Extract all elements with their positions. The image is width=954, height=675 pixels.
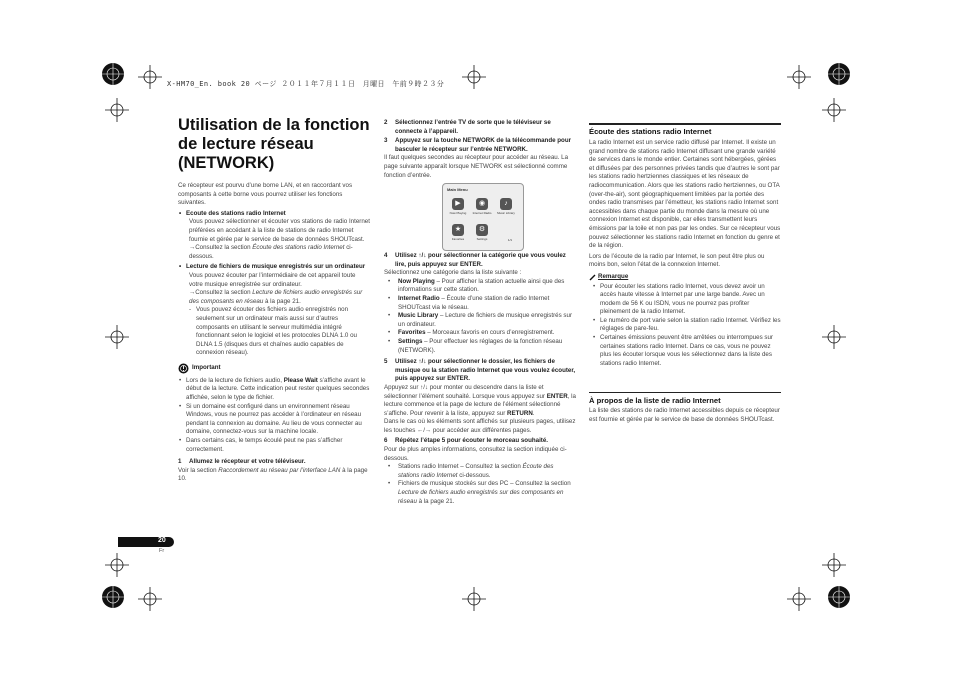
category-item: • Favorites – Morceaux favoris en cours d’enregistrement. (387, 329, 576, 338)
print-header: X-HM70_En. book 20 ページ ２０１１年７月１１日 月曜日 午前９時２３分 (167, 80, 445, 88)
registration-crosshair-icon (138, 65, 162, 89)
step-4-sub: Sélectionnez une catégorie dans la liste suivante : (384, 269, 522, 277)
important-item: • Lors de la lecture de fichiers audio, Please Wait s’affiche avant le début de la lecture. Cette indication peut rester quelques secondes affichée, selon le type de fichier. (178, 377, 370, 403)
registration-crosshair-icon (787, 65, 811, 89)
registration-crosshair-icon (822, 325, 846, 349)
important-icon (178, 363, 189, 374)
registration-crosshair-icon (822, 553, 846, 577)
registration-mark-disc (827, 62, 851, 86)
intro-paragraph: Ce récepteur est pourvu d’une borne LAN, et en raccordant vos composants à cette borne vous pourrez utiliser les fonctions suivantes. (178, 182, 353, 207)
section-rule (589, 392, 781, 393)
remark-item: • Le numéro de port varie selon la station radio Internet. Vérifiez les réglages de pare-feu. (592, 317, 781, 334)
feature-radio-ref: →Consultez la section Écoute des stations radio Internet ci-dessous. (189, 244, 353, 260)
step-5-sub2: Dans le cas où les éléments sont affichés sur plusieurs pages, utilisez les touches ←/→ pour accéder aux différentes pages. (384, 418, 576, 434)
feature-music-text: Vous pouvez écouter par l’intermédiaire de cet appareil toute votre musique enregistrée sur ordinateur. (189, 271, 356, 288)
page-indicator: 1/1 (507, 238, 513, 242)
step-3-sub: Il faut quelques secondes au récepteur pour accéder au réseau. La page suivante apparaît lorsque NETWORK est sélectionné comme fonction d’entrée. (384, 154, 569, 179)
column-right-lower (589, 407, 781, 426)
category-item: • Internet Radio – Écoute d’une station de radio Internet SHOUTcast via le réseau. (387, 295, 576, 312)
page-title: Utilisation de la fonction de lecture réseau (NETWORK) (178, 116, 370, 172)
settings-gear-icon: ⚙ (476, 224, 488, 236)
category-item: • Now Playing – Pour afficher la station actuelle ainsi que des informations sur cette station. (387, 278, 576, 295)
radio-paragraph: La radio Internet est un service radio diffusé par Internet. Il existe un grand nombre de stations radio Internet diffusant une grande variété de services dans le monde entier. Certaines sont hébergées, gérées et diffusées par des personnes privées tandis que d’autres le sont par les stations radio hertziennes classiques et les réseaux de radiocommunication. Alors que les stations radio hertziennes, ou OTA (over-the-air), sont géographiquement limitées par la portée des ondes radio transmises par l’émetteur, les stations radio Internet sont accessibles dans chaque partie du monde dans la mesure où une connexion Internet est disponible, car elles transmettent leurs émissions par la toile et non pas par les ondes. Sur ce récepteur vous pouvez sélectionner les stations radio Internet en fonction du genre et de la région. (589, 139, 781, 250)
step-5-sub: Appuyez sur ↑/↓ pour monter ou descendre dans la liste et sélectionner l’élément souhaité. Lorsque vous appuyez sur ENTER, la lecture commence et la page de lecture de l’élément sélectionné s’affiche. Pour revenir à la liste, appuyez sur RETURN. (384, 383, 576, 417)
page-language: Fr (159, 548, 165, 554)
remarque-heading: Remarque (589, 273, 781, 282)
registration-crosshair-icon (787, 587, 811, 611)
feature-bullet-radio: • Ecoute des stations radio Internet (178, 210, 370, 219)
pencil-note-icon (589, 274, 596, 281)
network-main-menu-screen: Main Menu ▶ Now Playing ◉ Internet Radio ♪ Music Library ★ Favorites ⚙ Settings 1/1 (442, 183, 524, 251)
feature-music-dlna: - Vous pouvez écouter des fichiers audio enregistrés non seulement sur un ordinateur mais aussi sur d’autres composants en utilisant le serveur multimédia intégré fonctionnant selon le logiciel et les protocoles DLNA 1.0 ou DLNA 1.5 (disques durs et chaînes audio capables de connexion réseau). (189, 306, 370, 358)
list-paragraph: La liste des stations de radio Internet accessibles depuis ce récepteur est fournie et gérée par le service de base de données SHOUTcast. (589, 407, 780, 423)
reference-item: • Fichiers de musique stockés sur des PC – Consultez la section Lecture de fichiers audio enregistrés sur des composants en réseau à la page 21. (387, 480, 576, 506)
menu-item-label: Favorites (451, 237, 465, 241)
reference-item: • Stations radio Internet – Consultez la section Écoute des stations radio Internet ci-dessous. (387, 463, 576, 480)
registration-crosshair-icon (138, 587, 162, 611)
menu-item-label: Music Library (497, 211, 515, 215)
registration-crosshair-icon (822, 98, 846, 122)
step-6: 6 Répétez l’étape 5 pour écouter le morceau souhaité. (384, 437, 549, 445)
step-1-sub: Voir la section Raccordement au réseau par l’interface LAN à la page 10. (178, 466, 368, 483)
step-4: 4 Utilisez ↑/↓ pour sélectionner la catégorie que vous voulez lire, puis appuyez sur ENTER. (384, 252, 566, 268)
important-heading: Important (178, 363, 370, 374)
internet-radio-icon: ◉ (476, 198, 488, 210)
music-library-icon: ♪ (500, 198, 512, 210)
step-1: 1 Allumez le récepteur et votre téléviseur. (178, 458, 306, 466)
step-6-sub: Pour de plus amples informations, consultez la section indiquée ci-dessous. (384, 446, 567, 462)
step-2: 2 Sélectionnez l’entrée TV de sorte que le téléviseur se connecte à l’appareil. (384, 119, 551, 135)
now-playing-icon: ▶ (452, 198, 464, 210)
menu-item-label: Now Playing (449, 211, 467, 215)
registration-crosshair-icon (105, 325, 129, 349)
feature-music-ref: →Consultez la section Lecture de fichiers audio enregistrés sur des composants en réseau à la page 21. (189, 289, 363, 305)
step-5: 5 Utilisez ↑/↓ pour sélectionner le dossier, les fichiers de musique ou la station radio Internet que vous voulez écouter, puis appuyez sur ENTER. (384, 358, 576, 383)
section-title-list: À propos de la liste de radio Internet (589, 396, 721, 405)
menu-item-label: Settings (476, 237, 488, 241)
registration-mark-disc (101, 585, 125, 609)
radio-paragraph: Lors de l’écoute de la radio par Internet, le son peut être plus ou moins bon, selon l’état de la connexion Internet. (589, 252, 765, 269)
menu-item-label: Internet Radio (472, 211, 492, 215)
feature-bullet-music: • Lecture de fichiers de musique enregistrés sur un ordinateur (178, 263, 370, 272)
important-item: • Dans certains cas, le temps écoulé peut ne pas s’afficher correctement. (178, 437, 370, 454)
category-item: • Settings – Pour effectuer les réglages de la fonction réseau (NETWORK). (387, 338, 576, 355)
registration-crosshair-icon (105, 553, 129, 577)
remark-item: • Certaines émissions peuvent être arrêtées ou interrompues sur certaines stations radio Internet. Dans ce cas, vous ne pouvez plus les écouter lorsque vous les sélectionnez dans la liste des stations radio Internet. (592, 334, 781, 368)
registration-mark-disc (101, 62, 125, 86)
column-middle-lower (384, 252, 576, 506)
registration-crosshair-icon (462, 587, 486, 611)
page-number: 20 (158, 537, 166, 544)
remark-item: • Pour écouter les stations radio Internet, vous devez avoir un accès haute vitesse à Internet par une large bande. Avec un modem de 56 K ou ISDN, vous ne pourrez pas profiter pleinement de la radio Internet. (592, 283, 781, 317)
feature-radio-text: Vous pouvez sélectionner et écouter vos stations de radio Internet préférées en accédant à la liste de stations de radio Internet fournie et gérée par le service de base de données SHOUTcast. (189, 218, 370, 243)
registration-crosshair-icon (105, 98, 129, 122)
important-item: • Si un domaine est configuré dans un environnement réseau Windows, vous ne pourrez pas accéder à l’ordinateur en réseau pendant la connexion au domaine. Au lieu de vous connecter au domaine, connectez-vous sur la machine locale. (178, 403, 370, 437)
category-item: • Music Library – Lecture de fichiers de musique enregistrés sur un ordinateur. (387, 312, 576, 329)
section-title-radio: Écoute des stations radio Internet (589, 127, 712, 136)
favorites-star-icon: ★ (452, 224, 464, 236)
column-left (178, 182, 370, 484)
step-3: 3 Appuyez sur la touche NETWORK de la télécommande pour basculer le récepteur sur l’entrée NETWORK. (384, 137, 572, 153)
registration-mark-disc (827, 585, 851, 609)
column-middle (384, 119, 576, 182)
section-rule (589, 123, 781, 125)
column-right (589, 139, 781, 368)
